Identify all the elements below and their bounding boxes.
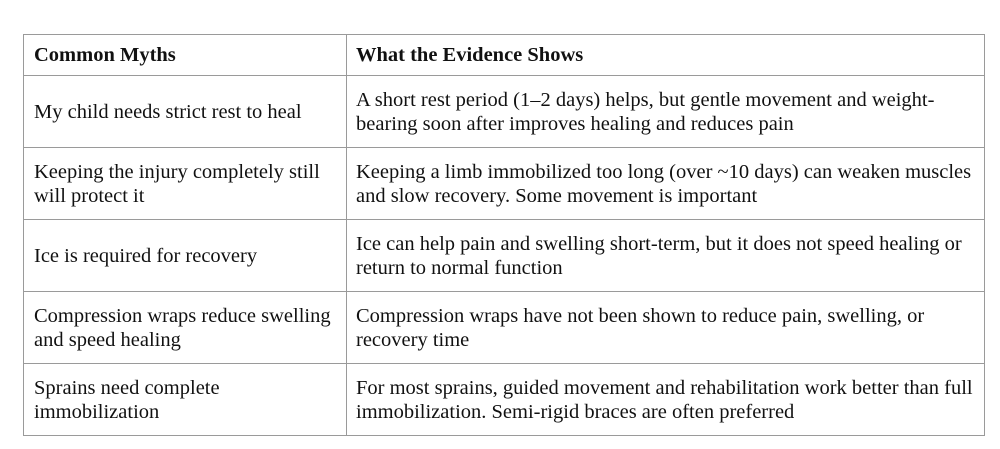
myth-text: Keeping the injury completely still will protect it bbox=[34, 160, 320, 207]
table-row bbox=[24, 292, 985, 364]
evidence-text: Compression wraps have not been shown to reduce pain, swelling, or recovery time bbox=[356, 304, 925, 351]
header-evidence bbox=[347, 35, 985, 75]
myth-text: My child needs strict rest to heal bbox=[34, 100, 302, 123]
table-row bbox=[24, 148, 985, 220]
evidence-cell bbox=[347, 292, 985, 363]
myth-cell bbox=[24, 76, 347, 147]
evidence-cell bbox=[347, 220, 985, 291]
table-row bbox=[24, 76, 985, 148]
myths-evidence-table bbox=[23, 34, 985, 436]
evidence-text: For most sprains, guided movement and rehabilitation work better than full immobilization. Semi-rigid braces are often preferred bbox=[356, 376, 973, 423]
evidence-text: A short rest period (1–2 days) helps, but gentle movement and weight-bearing soon after improves healing and reduces pain bbox=[356, 88, 935, 135]
table-header-row bbox=[24, 35, 985, 76]
evidence-cell bbox=[347, 76, 985, 147]
myth-text: Sprains need complete immobilization bbox=[34, 376, 220, 423]
myth-cell bbox=[24, 292, 347, 363]
myth-cell bbox=[24, 220, 347, 291]
myth-text: Compression wraps reduce swelling and speed healing bbox=[34, 304, 331, 351]
myth-text: Ice is required for recovery bbox=[34, 244, 258, 267]
table-row bbox=[24, 220, 985, 292]
evidence-cell bbox=[347, 148, 985, 219]
evidence-text: Ice can help pain and swelling short-term, but it does not speed healing or return to normal function bbox=[356, 232, 962, 279]
table-row bbox=[24, 364, 985, 436]
evidence-text: Keeping a limb immobilized too long (over ~10 days) can weaken muscles and slow recovery. Some movement is important bbox=[356, 160, 972, 207]
myth-cell bbox=[24, 364, 347, 435]
evidence-cell bbox=[347, 364, 985, 435]
myth-cell bbox=[24, 148, 347, 219]
header-common-myths bbox=[24, 35, 347, 75]
header-label: Common Myths bbox=[34, 44, 176, 66]
header-label: What the Evidence Shows bbox=[356, 44, 584, 66]
